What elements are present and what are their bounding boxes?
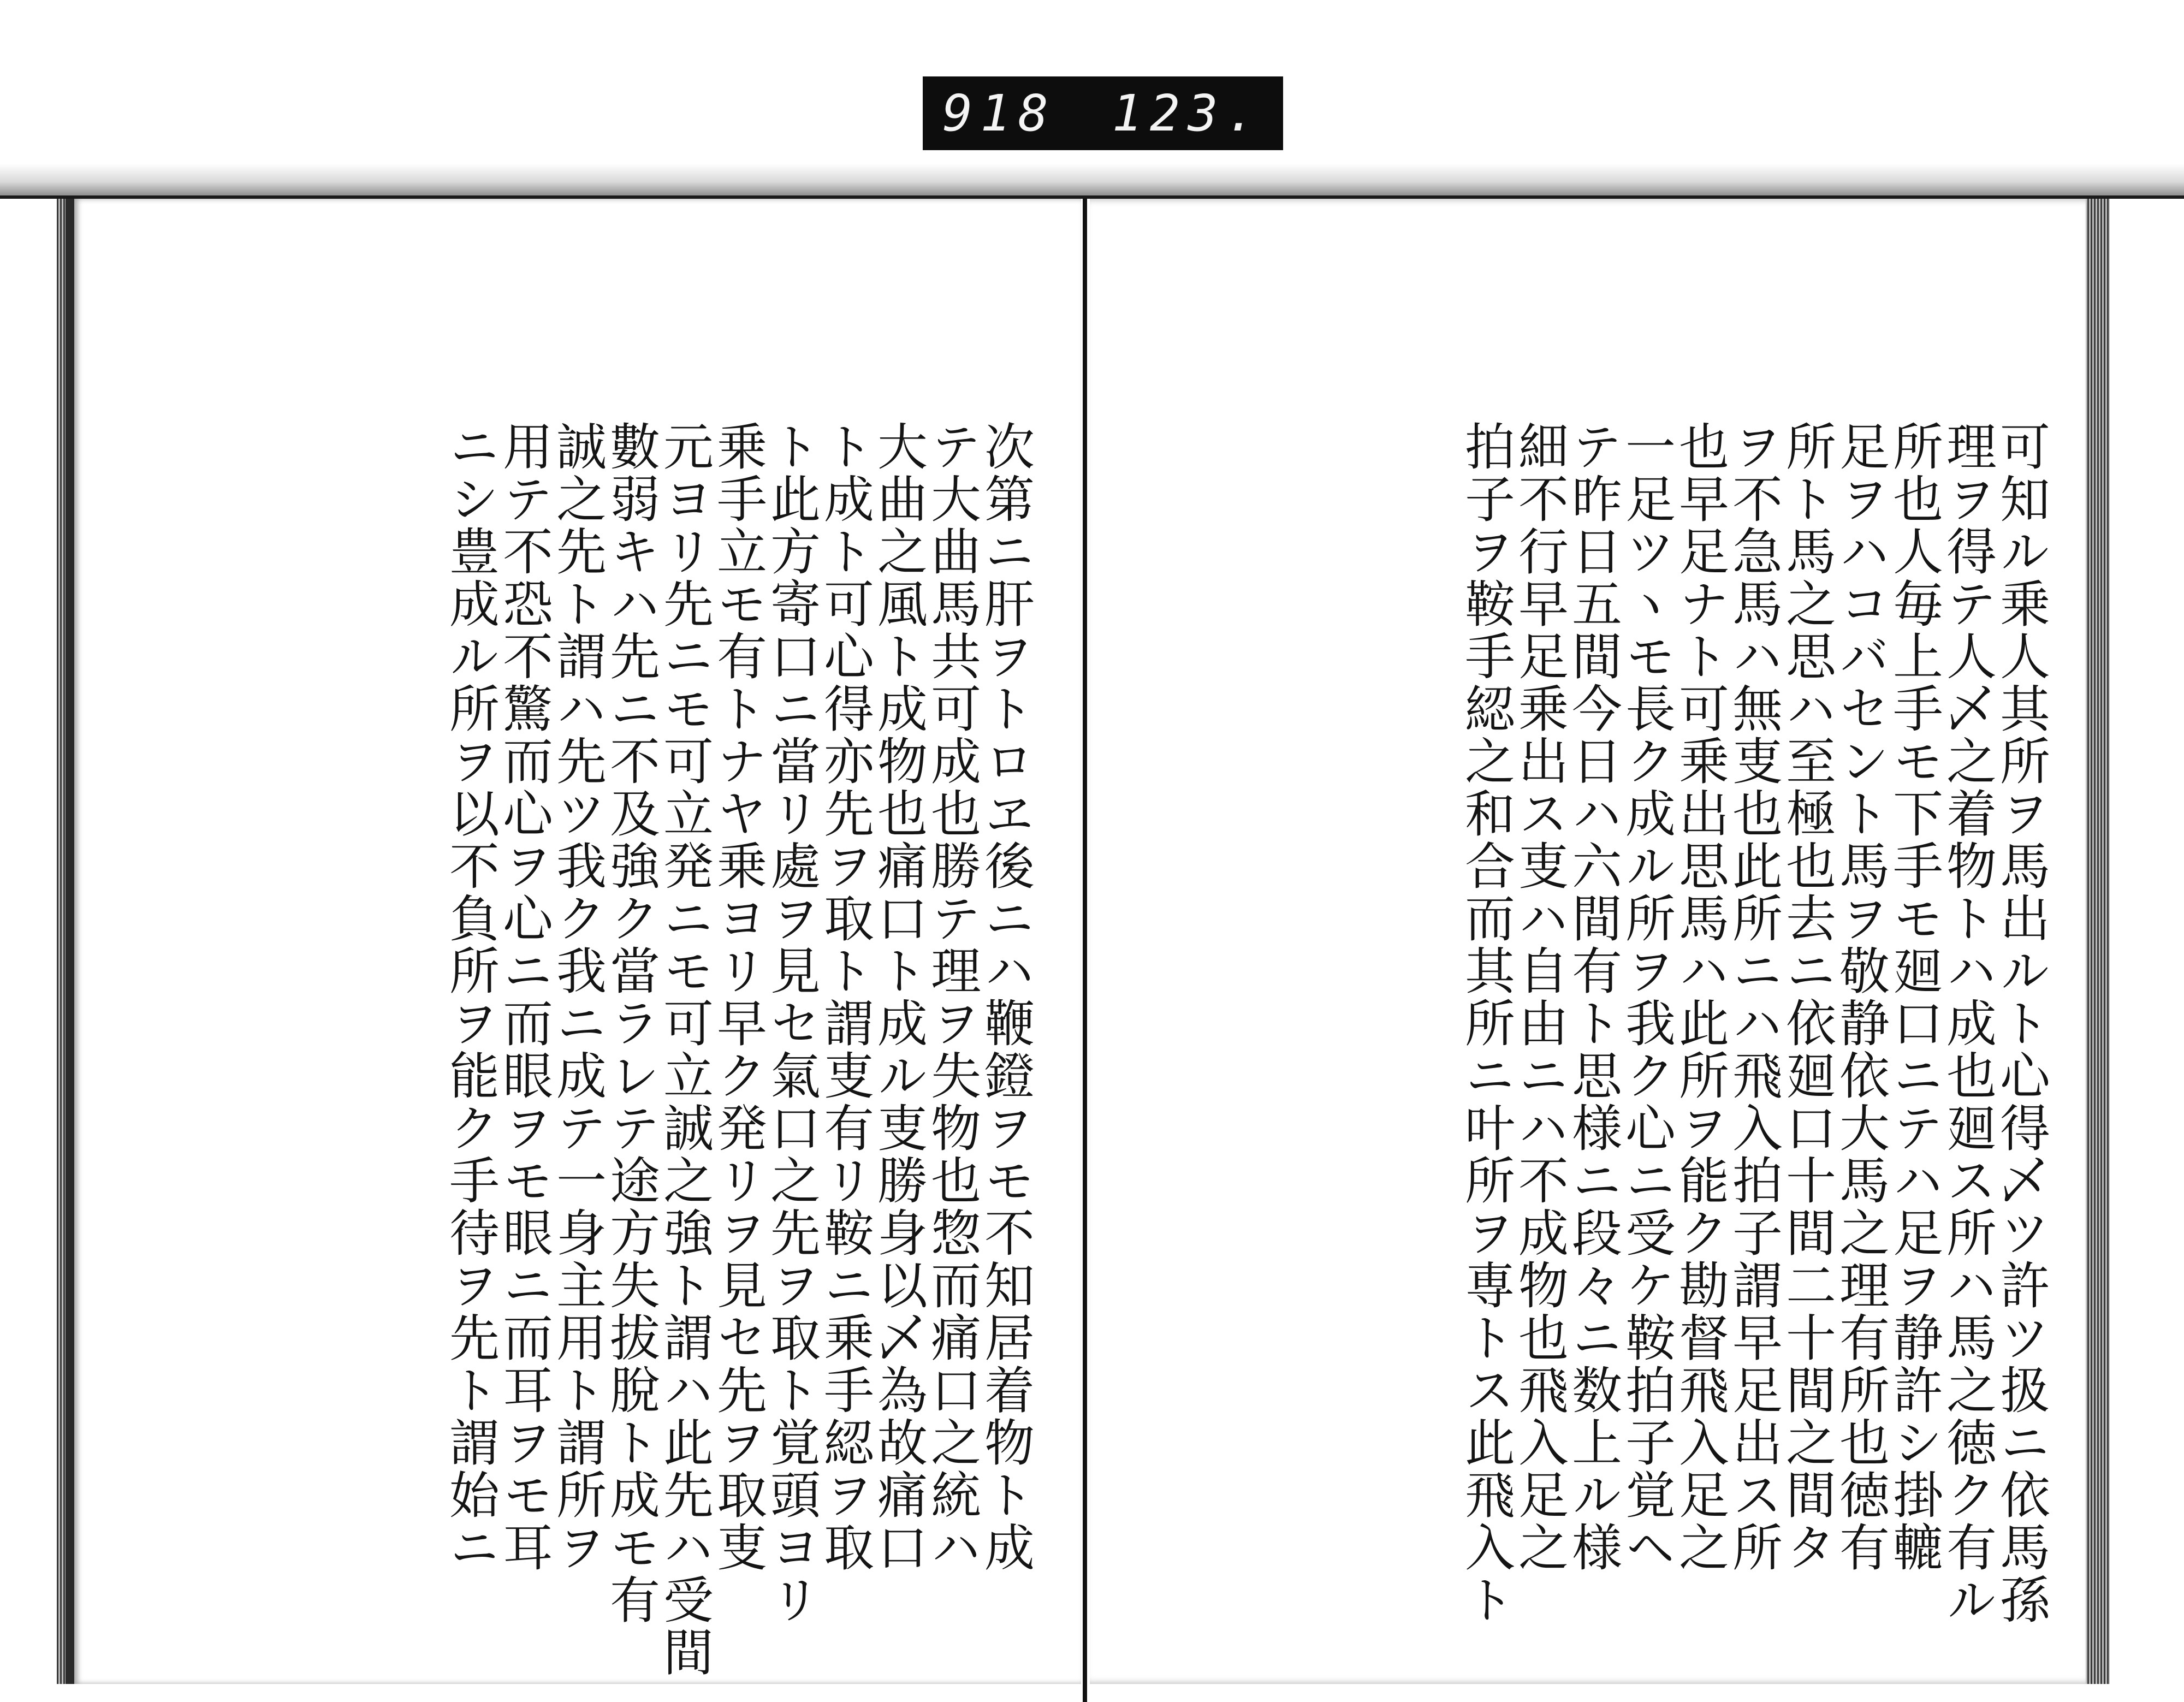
right-column: 足ヲハコバセント馬ヲ敬静依大馬之理有所也徳有: [1831, 420, 1890, 1574]
archive-number-left: 918: [942, 84, 1057, 143]
left-column: ニシ豊成ル所ヲ以不負所ヲ能ク手待ヲ先ト謂始ニ: [441, 420, 500, 1574]
scan-shadow: [0, 164, 2184, 197]
archive-number-right: 123.: [1112, 84, 1263, 143]
right-column: テ昨日五間今日ハ六間有ト思様ニ段々ニ数上ル様: [1564, 420, 1622, 1574]
left-column: 數弱キハ先ニ不及強ク當ラレテ途方失拔脫ト成モ有: [602, 420, 660, 1626]
left-column: 大曲之風ト成物也痛口ト成ル叓勝身以乄為故痛口: [869, 420, 928, 1574]
right-column: 拍子ヲ鞍手綛之和合而其所ニ叶所ヲ専トス此飛入ト: [1457, 420, 1515, 1626]
left-column: 次第ニ肝ヲトロヱ後ニハ鞭鐙ヲモ不知居着物ト成: [976, 420, 1035, 1574]
archive-label-plate: [923, 76, 1283, 150]
right-page-stack-edge: [2086, 199, 2110, 1684]
left-column: ト此方寄口ニ當リ處ヲ見セ氣口之先ヲ取ト覚頭ヨリ: [762, 420, 821, 1626]
right-column: ヲ不急馬ハ無叓也此所ニハ飛入拍子謂早足出ス所: [1724, 420, 1783, 1574]
right-column: 理ヲ得テ人乄之着物トハ成也廻ス所ハ馬之徳ク有ル: [1938, 420, 1997, 1626]
right-page-text: [1163, 420, 2050, 1626]
right-column: 所ト馬之思ハ至極也去ニ依廻口十間二十間之間タ: [1778, 420, 1836, 1574]
right-column: 也早足ナト可乗出思馬ハ此所ヲ能ク勘督飛入足之: [1671, 420, 1729, 1574]
left-page-text: [147, 420, 1035, 1679]
right-column: 所也人毎上手モ下手モ廻口ニテハ足ヲ静許シ掛轆: [1885, 420, 1943, 1574]
right-column: 一足ツヽモ長ク成ル所ヲ我ク心ニ受ケ鞍拍子覚ヘ: [1617, 420, 1676, 1574]
left-column: 誠之先ト謂ハ先ツ我ク我ニ成テ一身主用ト謂所ヲ: [548, 420, 607, 1574]
book-spine: [1083, 199, 1087, 1702]
left-column: 乗手立モ有トナヤ乗ヨリ早ク発リヲ見セ先ヲ取叓: [709, 420, 767, 1574]
left-column: ト成ト可心得亦先ヲ取ト謂叓有リ鞍ニ乗手綛ヲ取: [816, 420, 874, 1574]
right-column: 細不行早足乗出ス叓ハ自由ニハ不成物也飛入足之: [1510, 420, 1569, 1574]
left-column: テ大曲馬共可成也勝テ理ヲ失物也惣而痛口之統ハ: [923, 420, 981, 1574]
right-column: 可知ル乗人其所ヲ馬出ルト心得乄ツ許ツ扱ニ依馬孫: [1992, 420, 2050, 1626]
left-column: 元ヨリ先ニモ可立発ニモ可立誠之強ト謂ハ此先ハ受間: [655, 420, 714, 1679]
left-column: 用テ不恐不驚而心ヲ心ニ而眼ヲモ眼ニ而耳ヲモ耳: [495, 420, 553, 1574]
